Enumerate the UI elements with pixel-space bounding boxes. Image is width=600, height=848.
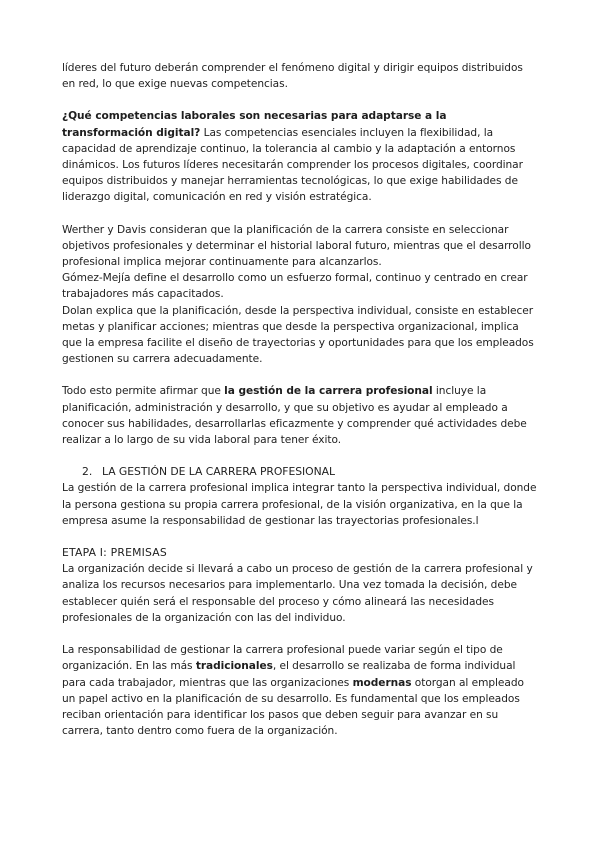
paragraph-section-intro: La gestión de la carrera profesional implica integrar tanto la perspectiva individual, donde la persona gestiona su propia carrera profesional, de la visión organizativa, en la que la empresa asume la responsabilidad de gestionar las trayectorias profesionales.l	[62, 482, 537, 527]
paragraph-digital-competencies	[62, 108, 538, 205]
paragraph-dolan: Dolan explica que la planificación, desde la perspectiva individual, consiste en establecer metas y planificar acciones; mientras que desde la perspectiva organizacional, implica que la empresa facilite el diseño de trayectorias y oportunidades para que los empleados gestionen su carrera adecuadamente.	[62, 304, 534, 366]
paragraph-responsibility: La responsabilidad de gestionar la carrera profesional puede variar según el tipo de organización. En las más tradicionales, el desarrollo se realizaba de forma individual para cada trabajador, mientras que las organizaciones modernas otorgan al empleado un papel activo en la planificación de su desarrollo. Es fundamental que los empleados reciban orientación para identificar los pasos que deben seguir para avanzar en su carrera, tanto dentro como fuera de la organización.	[62, 644, 524, 738]
section-heading	[62, 464, 538, 480]
answer-text: Las competencias esenciales incluyen la flexibilidad, la capacidad de aprendizaje continuo, la tolerancia al cambio y la adaptación a entornos dinámicos. Los futuros líderes necesitarán comprender los procesos digitales, coordinar equipos distribuidos y manejar herramientas tecnológicas, lo que exige habilidades de liderazgo digital, comunicación en red y visión estratégica.	[62, 126, 523, 204]
bold-career-management: la gestión de la carrera profesional	[224, 385, 433, 398]
paragraph-intro-continuation: líderes del futuro deberán comprender el fenómeno digital y dirigir equipos distribuidos en red, lo que exige nuevas competencias.	[62, 62, 523, 91]
paragraph-conclusion: Todo esto permite afirmar que la gestión de la carrera profesional incluye la planificación, administración y desarrollo, y que su objetivo es ayudar al empleado a conocer sus habilidades, desarrollarlas eficazmente y comprender qué actividades debe realizar a lo largo de su vida laboral para tener éxito.	[62, 385, 527, 447]
paragraph-gomez-mejia: Gómez-Mejía define el desarrollo como un esfuerzo formal, continuo y centrado en crear trabajadores más capacitados.	[62, 272, 528, 301]
paragraph-werther-davis: Werther y Davis consideran que la planificación de la carrera consiste en seleccionar objetivos profesionales y determinar el historial laboral futuro, mientras que el desarrollo profesional implica mejorar continuamente para alcanzarlos.	[62, 223, 531, 269]
section-title: LA GESTIÓN DE LA CARRERA PROFESIONAL	[102, 465, 335, 479]
bold-traditional: tradicionales	[195, 660, 273, 673]
paragraph-stage-premises: La organización decide si llevará a cabo un proceso de gestión de la carrera profesional y analiza los recursos necesarios para implementarlo. Una vez tomada la decisión, debe establecer quién será el responsable del proceso y cómo alineará las necesidades profesionales de la organización con las del individuo.	[62, 563, 533, 624]
bold-modern: modernas	[352, 676, 412, 689]
section-number: 2.	[82, 465, 93, 479]
question-text: ¿Qué competencias laborales son necesarias para adaptarse a la transformación digital?	[62, 110, 447, 139]
stage-heading: ETAPA I: PREMISAS	[62, 546, 167, 560]
